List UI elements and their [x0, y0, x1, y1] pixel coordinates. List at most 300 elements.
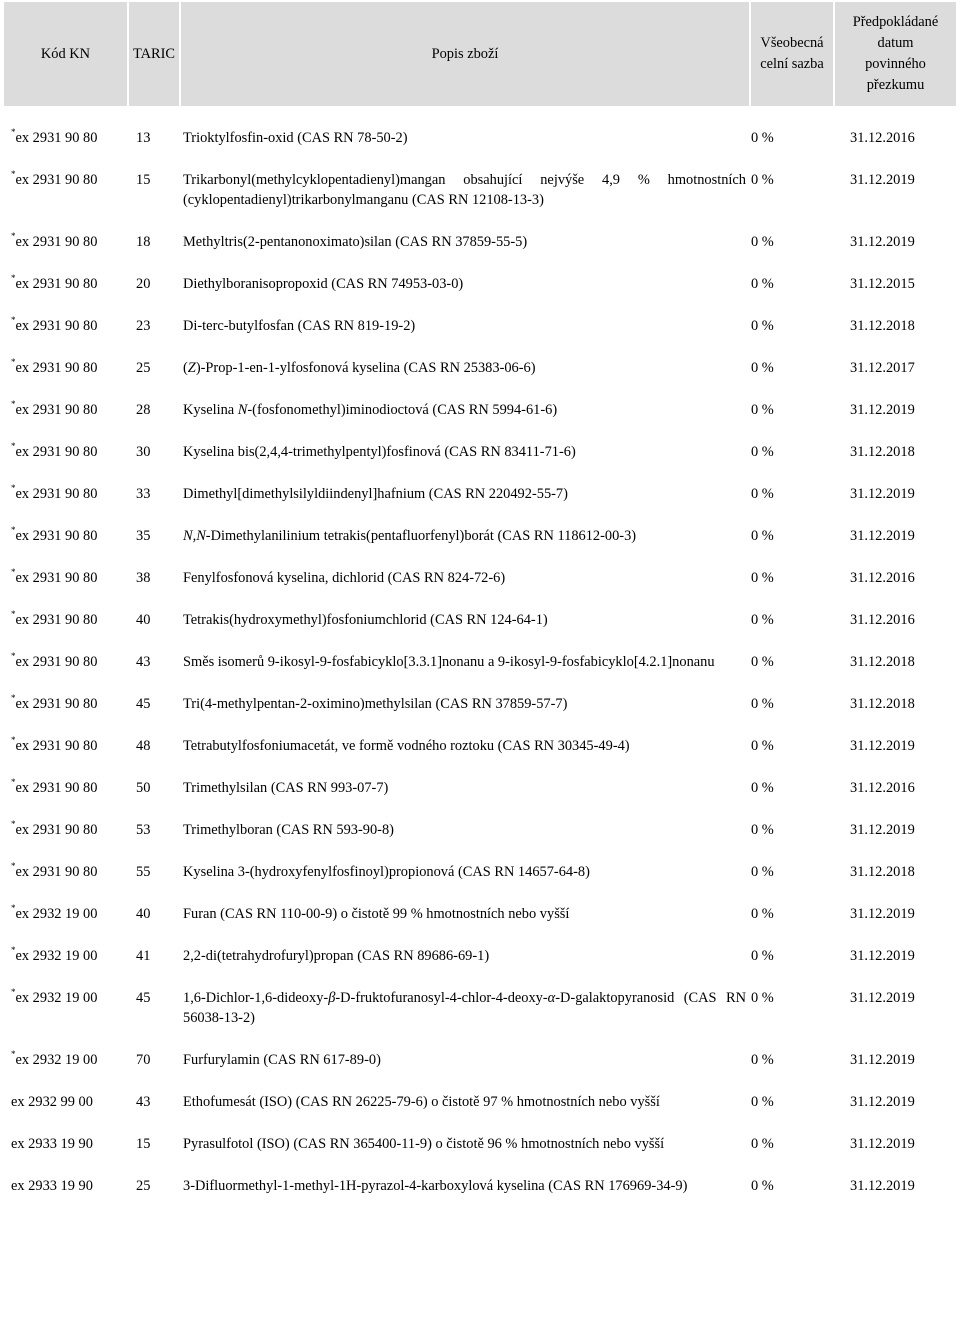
- table-row: [4, 988, 956, 1028]
- cell-sazba: [750, 610, 834, 630]
- cell-datum: [834, 400, 956, 420]
- cell-sazba-text: 0 %: [751, 318, 774, 334]
- cell-popis-text: Tetrakis(hydroxymethyl)fosfoniumchlorid (CAS RN 124-64-1): [183, 612, 548, 628]
- cell-sazba: [750, 778, 834, 798]
- row-spacer: [4, 106, 956, 128]
- header-datum-line-3: povinného: [865, 56, 926, 72]
- cell-datum: [834, 568, 956, 588]
- cell-popis-text: Trikarbonyl(methylcyklopentadienyl)mangan obsahující nejvýše 4,9 % hmotnostních (cyklopentadienyl)trikarbonylmanganu (CAS RN 12108-13-3): [183, 172, 746, 208]
- cell-taric-text: 50: [136, 780, 151, 796]
- cell-popis: [180, 904, 750, 924]
- kod-kn-value: ex 2931 90 80: [15, 130, 98, 146]
- cell-datum: [834, 736, 956, 756]
- cell-datum: [834, 316, 956, 336]
- table-row: [4, 610, 956, 630]
- row-spacer: [4, 924, 956, 946]
- cell-kod-kn: [4, 484, 128, 504]
- cell-sazba-text: 0 %: [751, 444, 774, 460]
- tariff-table: [4, 2, 956, 1196]
- cell-kod-kn: [4, 736, 128, 756]
- footnote-star: *: [11, 484, 16, 494]
- cell-sazba-text: 0 %: [751, 864, 774, 880]
- cell-sazba: [750, 988, 834, 1028]
- row-spacer: [4, 546, 956, 568]
- cell-sazba: [750, 568, 834, 588]
- cell-datum-text: 31.12.2019: [850, 738, 915, 754]
- cell-taric: [128, 1134, 180, 1154]
- cell-datum-text: 31.12.2019: [850, 948, 915, 964]
- cell-kod-kn: [4, 988, 128, 1028]
- kod-kn-value: ex 2931 90 80: [15, 318, 98, 334]
- cell-popis: [180, 946, 750, 966]
- cell-datum: [834, 442, 956, 462]
- cell-kod-kn: [4, 274, 128, 294]
- cell-popis-text: Diethylboranisopropoxid (CAS RN 74953-03-0): [183, 276, 464, 292]
- cell-sazba: [750, 316, 834, 336]
- cell-kod-kn: [4, 904, 128, 924]
- table-header: [4, 2, 956, 106]
- cell-datum-text: 31.12.2016: [850, 780, 915, 796]
- header-sazba-line-1: Všeobecná: [760, 35, 824, 51]
- cell-taric-text: 20: [136, 276, 151, 292]
- row-spacer: [4, 210, 956, 232]
- cell-datum-text: 31.12.2018: [850, 444, 915, 460]
- cell-sazba-text: 0 %: [751, 948, 774, 964]
- row-spacer: [4, 1028, 956, 1050]
- cell-kod-kn: [4, 400, 128, 420]
- cell-taric-text: 18: [136, 234, 151, 250]
- cell-taric: [128, 484, 180, 504]
- cell-taric-text: 28: [136, 402, 151, 418]
- cell-popis: [180, 778, 750, 798]
- cell-taric-text: 43: [136, 1094, 151, 1110]
- cell-sazba-text: 0 %: [751, 234, 774, 250]
- table-row: [4, 316, 956, 336]
- cell-sazba-text: 0 %: [751, 402, 774, 418]
- cell-datum: [834, 904, 956, 924]
- cell-taric-text: 48: [136, 738, 151, 754]
- cell-datum-text: 31.12.2019: [850, 1094, 915, 1110]
- row-spacer: [4, 462, 956, 484]
- cell-datum-text: 31.12.2019: [850, 822, 915, 838]
- cell-kod-kn: [4, 862, 128, 882]
- kod-kn-value: ex 2932 19 00: [15, 1052, 98, 1068]
- cell-taric: [128, 316, 180, 336]
- cell-datum: [834, 1176, 956, 1196]
- cell-sazba-text: 0 %: [751, 360, 774, 376]
- cell-popis-text: 1,6-Dichlor-1,6-dideoxy-β-D-fruktofuranosyl-4-chlor-4-deoxy-α-D-galaktopyranosid (CAS RN 56038-13-2): [183, 990, 746, 1026]
- row-spacer: [4, 966, 956, 988]
- kod-kn-value: ex 2932 19 00: [15, 906, 98, 922]
- table-row: [4, 526, 956, 546]
- cell-kod-kn: [4, 358, 128, 378]
- cell-taric-text: 25: [136, 360, 151, 376]
- kod-kn-value: ex 2932 99 00: [11, 1094, 93, 1110]
- cell-popis-text: Trimethylsilan (CAS RN 993-07-7): [183, 780, 389, 796]
- cell-taric: [128, 358, 180, 378]
- table-row: [4, 484, 956, 504]
- cell-kod-kn: [4, 1092, 128, 1112]
- table-row: [4, 862, 956, 882]
- row-spacer: [4, 798, 956, 820]
- cell-sazba-text: 0 %: [751, 1136, 774, 1152]
- cell-popis-text: Trioktylfosfin-oxid (CAS RN 78-50-2): [183, 130, 408, 146]
- cell-taric-text: 35: [136, 528, 151, 544]
- cell-sazba: [750, 652, 834, 672]
- footnote-star: *: [11, 694, 16, 704]
- row-spacer: [4, 840, 956, 862]
- cell-popis: [180, 1176, 750, 1196]
- cell-popis: [180, 736, 750, 756]
- cell-popis: [180, 484, 750, 504]
- cell-sazba: [750, 400, 834, 420]
- cell-sazba-text: 0 %: [751, 486, 774, 502]
- table-row: [4, 232, 956, 252]
- row-spacer: [4, 378, 956, 400]
- cell-datum-text: 31.12.2018: [850, 654, 915, 670]
- footnote-star: *: [11, 736, 16, 746]
- cell-popis: [180, 316, 750, 336]
- cell-taric: [128, 170, 180, 210]
- cell-taric-text: 23: [136, 318, 151, 334]
- header-sazba-line-2: celní sazba: [760, 56, 824, 72]
- table-row: [4, 400, 956, 420]
- cell-popis: [180, 1134, 750, 1154]
- cell-sazba: [750, 358, 834, 378]
- cell-sazba-text: 0 %: [751, 130, 774, 146]
- table-row: [4, 778, 956, 798]
- cell-popis-text: Trimethylboran (CAS RN 593-90-8): [183, 822, 394, 838]
- cell-popis-text: (Z)-Prop-1-en-1-ylfosfonová kyselina (CAS RN 25383-06-6): [183, 360, 536, 376]
- kod-kn-value: ex 2931 90 80: [15, 444, 98, 460]
- cell-taric-text: 15: [136, 1136, 151, 1152]
- cell-sazba: [750, 232, 834, 252]
- cell-datum-text: 31.12.2016: [850, 570, 915, 586]
- cell-popis: [180, 568, 750, 588]
- row-spacer: [4, 336, 956, 358]
- cell-datum: [834, 946, 956, 966]
- cell-datum-text: 31.12.2019: [850, 234, 915, 250]
- cell-taric-text: 55: [136, 864, 151, 880]
- cell-kod-kn: [4, 526, 128, 546]
- table-row: [4, 170, 956, 210]
- cell-taric-text: 45: [136, 990, 151, 1006]
- cell-sazba: [750, 946, 834, 966]
- cell-sazba-text: 0 %: [751, 906, 774, 922]
- kod-kn-value: ex 2931 90 80: [15, 780, 98, 796]
- cell-datum-text: 31.12.2019: [850, 990, 915, 1006]
- cell-sazba-text: 0 %: [751, 780, 774, 796]
- kod-kn-value: ex 2931 90 80: [15, 738, 98, 754]
- table-row: [4, 904, 956, 924]
- cell-popis: [180, 988, 750, 1028]
- table-row: [4, 568, 956, 588]
- cell-popis-text: Tri(4-methylpentan-2-oximino)methylsilan (CAS RN 37859-57-7): [183, 696, 568, 712]
- cell-datum-text: 31.12.2017: [850, 360, 915, 376]
- cell-popis: [180, 1092, 750, 1112]
- cell-sazba: [750, 1176, 834, 1196]
- footnote-star: *: [11, 170, 16, 180]
- cell-datum: [834, 820, 956, 840]
- row-spacer: [4, 588, 956, 610]
- row-spacer: [4, 420, 956, 442]
- cell-kod-kn: [4, 610, 128, 630]
- header-taric: TARIC: [128, 2, 180, 106]
- cell-sazba: [750, 736, 834, 756]
- cell-kod-kn: [4, 316, 128, 336]
- cell-taric-text: 40: [136, 612, 151, 628]
- cell-sazba: [750, 1134, 834, 1154]
- footnote-star: *: [11, 400, 16, 410]
- cell-popis-text: Pyrasulfotol (ISO) (CAS RN 365400-11-9) o čistotě 96 % hmotnostních nebo vyšší: [183, 1136, 665, 1152]
- row-spacer: [4, 882, 956, 904]
- footnote-star: *: [11, 232, 16, 242]
- kod-kn-value: ex 2933 19 90: [11, 1178, 93, 1194]
- cell-taric-text: 15: [136, 172, 151, 188]
- row-spacer: [4, 1154, 956, 1176]
- header-popis: Popis zboží: [180, 2, 750, 106]
- footnote-star: *: [11, 988, 16, 998]
- cell-popis-text: Dimethyl[dimethylsilyldiindenyl]hafnium (CAS RN 220492-55-7): [183, 486, 568, 502]
- cell-popis: [180, 694, 750, 714]
- cell-taric: [128, 988, 180, 1028]
- table-body: [4, 106, 956, 1196]
- cell-datum-text: 31.12.2016: [850, 130, 915, 146]
- cell-taric: [128, 1092, 180, 1112]
- cell-sazba-text: 0 %: [751, 1178, 774, 1194]
- cell-popis: [180, 400, 750, 420]
- table-row: [4, 820, 956, 840]
- footnote-star: *: [11, 316, 16, 326]
- kod-kn-value: ex 2931 90 80: [15, 654, 98, 670]
- cell-datum-text: 31.12.2019: [850, 486, 915, 502]
- cell-popis: [180, 232, 750, 252]
- footnote-star: *: [11, 442, 16, 452]
- cell-datum: [834, 1050, 956, 1070]
- cell-datum: [834, 358, 956, 378]
- cell-sazba-text: 0 %: [751, 1052, 774, 1068]
- footnote-star: *: [11, 862, 16, 872]
- cell-popis-text: Di-terc-butylfosfan (CAS RN 819-19-2): [183, 318, 416, 334]
- header-datum-line-2: datum: [877, 35, 914, 51]
- kod-kn-value: ex 2931 90 80: [15, 234, 98, 250]
- cell-datum: [834, 862, 956, 882]
- footnote-star: *: [11, 904, 16, 914]
- kod-kn-value: ex 2931 90 80: [15, 486, 98, 502]
- cell-popis: [180, 128, 750, 148]
- cell-kod-kn: [4, 442, 128, 462]
- kod-kn-value: ex 2931 90 80: [15, 276, 98, 292]
- kod-kn-value: ex 2931 90 80: [15, 822, 98, 838]
- cell-taric: [128, 736, 180, 756]
- cell-popis-text: Ethofumesát (ISO) (CAS RN 26225-79-6) o čistotě 97 % hmotnostních nebo vyšší: [183, 1094, 660, 1110]
- row-spacer: [4, 294, 956, 316]
- cell-taric-text: 38: [136, 570, 151, 586]
- cell-datum: [834, 988, 956, 1028]
- cell-datum-text: 31.12.2019: [850, 1178, 915, 1194]
- kod-kn-value: ex 2931 90 80: [15, 172, 98, 188]
- cell-sazba-text: 0 %: [751, 696, 774, 712]
- cell-taric: [128, 652, 180, 672]
- cell-taric-text: 40: [136, 906, 151, 922]
- kod-kn-value: ex 2931 90 80: [15, 360, 98, 376]
- row-spacer: [4, 1070, 956, 1092]
- cell-taric-text: 70: [136, 1052, 151, 1068]
- kod-kn-value: ex 2931 90 80: [15, 570, 98, 586]
- row-spacer: [4, 148, 956, 170]
- cell-datum: [834, 778, 956, 798]
- cell-datum-text: 31.12.2019: [850, 1052, 915, 1068]
- cell-taric: [128, 274, 180, 294]
- kod-kn-value: ex 2931 90 80: [15, 612, 98, 628]
- cell-sazba-text: 0 %: [751, 528, 774, 544]
- cell-taric-text: 13: [136, 130, 151, 146]
- cell-popis: [180, 862, 750, 882]
- cell-popis-text: N,N-Dimethylanilinium tetrakis(pentafluorfenyl)borát (CAS RN 118612-00-3): [183, 528, 637, 544]
- cell-taric: [128, 400, 180, 420]
- footnote-star: *: [11, 358, 16, 368]
- cell-popis: [180, 170, 750, 210]
- cell-sazba-text: 0 %: [751, 276, 774, 292]
- cell-popis: [180, 526, 750, 546]
- cell-kod-kn: [4, 232, 128, 252]
- cell-popis: [180, 820, 750, 840]
- cell-datum-text: 31.12.2018: [850, 318, 915, 334]
- table-row: [4, 736, 956, 756]
- cell-taric-text: 30: [136, 444, 151, 460]
- footnote-star: *: [11, 946, 16, 956]
- kod-kn-value: ex 2931 90 80: [15, 402, 98, 418]
- table-row: [4, 694, 956, 714]
- cell-sazba-text: 0 %: [751, 1094, 774, 1110]
- footnote-star: *: [11, 652, 16, 662]
- cell-popis: [180, 652, 750, 672]
- footnote-star: *: [11, 1050, 16, 1060]
- footnote-star: *: [11, 526, 16, 536]
- cell-popis-text: Kyselina 3-(hydroxyfenylfosfinoyl)propionová (CAS RN 14657-64-8): [183, 864, 590, 880]
- cell-datum: [834, 170, 956, 210]
- footnote-star: *: [11, 820, 16, 830]
- cell-kod-kn: [4, 568, 128, 588]
- header-sazba: [750, 2, 834, 106]
- cell-sazba-text: 0 %: [751, 654, 774, 670]
- cell-kod-kn: [4, 946, 128, 966]
- cell-popis-text: Kyselina bis(2,4,4-trimethylpentyl)fosfinová (CAS RN 83411-71-6): [183, 444, 576, 460]
- row-spacer: [4, 756, 956, 778]
- kod-kn-value: ex 2932 19 00: [15, 990, 98, 1006]
- row-spacer: [4, 714, 956, 736]
- cell-kod-kn: [4, 1050, 128, 1070]
- kod-kn-value: ex 2931 90 80: [15, 528, 98, 544]
- cell-sazba: [750, 442, 834, 462]
- cell-sazba: [750, 128, 834, 148]
- cell-taric: [128, 820, 180, 840]
- cell-popis-text: Fenylfosfonová kyselina, dichlorid (CAS RN 824-72-6): [183, 570, 506, 586]
- cell-taric: [128, 1050, 180, 1070]
- table-row: [4, 274, 956, 294]
- table-row: [4, 1050, 956, 1070]
- cell-sazba-text: 0 %: [751, 822, 774, 838]
- footnote-star: *: [11, 568, 16, 578]
- cell-datum-text: 31.12.2019: [850, 906, 915, 922]
- cell-sazba: [750, 170, 834, 210]
- cell-datum: [834, 232, 956, 252]
- cell-taric: [128, 904, 180, 924]
- cell-taric: [128, 128, 180, 148]
- cell-taric: [128, 694, 180, 714]
- row-spacer: [4, 672, 956, 694]
- cell-sazba: [750, 484, 834, 504]
- cell-taric: [128, 610, 180, 630]
- cell-taric-text: 53: [136, 822, 151, 838]
- cell-datum: [834, 274, 956, 294]
- row-spacer: [4, 504, 956, 526]
- cell-popis: [180, 442, 750, 462]
- footnote-star: *: [11, 128, 16, 138]
- cell-popis-text: 2,2-di(tetrahydrofuryl)propan (CAS RN 89686-69-1): [183, 948, 490, 964]
- cell-kod-kn: [4, 1176, 128, 1196]
- cell-sazba: [750, 1050, 834, 1070]
- cell-datum-text: 31.12.2019: [850, 528, 915, 544]
- cell-sazba-text: 0 %: [751, 570, 774, 586]
- cell-taric: [128, 442, 180, 462]
- cell-datum: [834, 1134, 956, 1154]
- table-row: [4, 946, 956, 966]
- cell-datum: [834, 484, 956, 504]
- cell-sazba: [750, 694, 834, 714]
- cell-sazba-text: 0 %: [751, 990, 774, 1006]
- cell-datum-text: 31.12.2018: [850, 696, 915, 712]
- cell-taric-text: 45: [136, 696, 151, 712]
- row-spacer: [4, 1112, 956, 1134]
- table-row: [4, 1092, 956, 1112]
- cell-kod-kn: [4, 694, 128, 714]
- cell-taric: [128, 946, 180, 966]
- cell-taric-text: 25: [136, 1178, 151, 1194]
- cell-datum: [834, 694, 956, 714]
- cell-taric: [128, 526, 180, 546]
- cell-popis-text: Směs isomerů 9-ikosyl-9-fosfabicyklo[3.3.1]nonanu a 9-ikosyl-9-fosfabicyklo[4.2.1]nonanu: [183, 654, 715, 670]
- cell-taric-text: 33: [136, 486, 151, 502]
- table-row: [4, 442, 956, 462]
- table-row: [4, 1134, 956, 1154]
- header-datum-line-4: přezkumu: [866, 77, 925, 93]
- table-row: [4, 1176, 956, 1196]
- cell-popis: [180, 1050, 750, 1070]
- cell-sazba: [750, 1092, 834, 1112]
- cell-kod-kn: [4, 128, 128, 148]
- cell-taric: [128, 232, 180, 252]
- header-kod-kn: Kód KN: [4, 2, 128, 106]
- cell-sazba: [750, 820, 834, 840]
- cell-datum: [834, 1092, 956, 1112]
- footnote-star: *: [11, 778, 16, 788]
- cell-datum: [834, 610, 956, 630]
- cell-sazba: [750, 862, 834, 882]
- cell-taric-text: 43: [136, 654, 151, 670]
- cell-popis-text: Furfurylamin (CAS RN 617-89-0): [183, 1052, 381, 1068]
- cell-datum: [834, 128, 956, 148]
- footnote-star: *: [11, 610, 16, 620]
- cell-popis-text: 3-Difluormethyl-1-methyl-1H-pyrazol-4-karboxylová kyselina (CAS RN 176969-34-9): [183, 1178, 688, 1194]
- cell-kod-kn: [4, 170, 128, 210]
- footnote-star: *: [11, 274, 16, 284]
- table-row: [4, 358, 956, 378]
- cell-popis-text: Kyselina N-(fosfonomethyl)iminodioctová (CAS RN 5994-61-6): [183, 402, 558, 418]
- kod-kn-value: ex 2933 19 90: [11, 1136, 93, 1152]
- cell-popis: [180, 358, 750, 378]
- cell-taric: [128, 568, 180, 588]
